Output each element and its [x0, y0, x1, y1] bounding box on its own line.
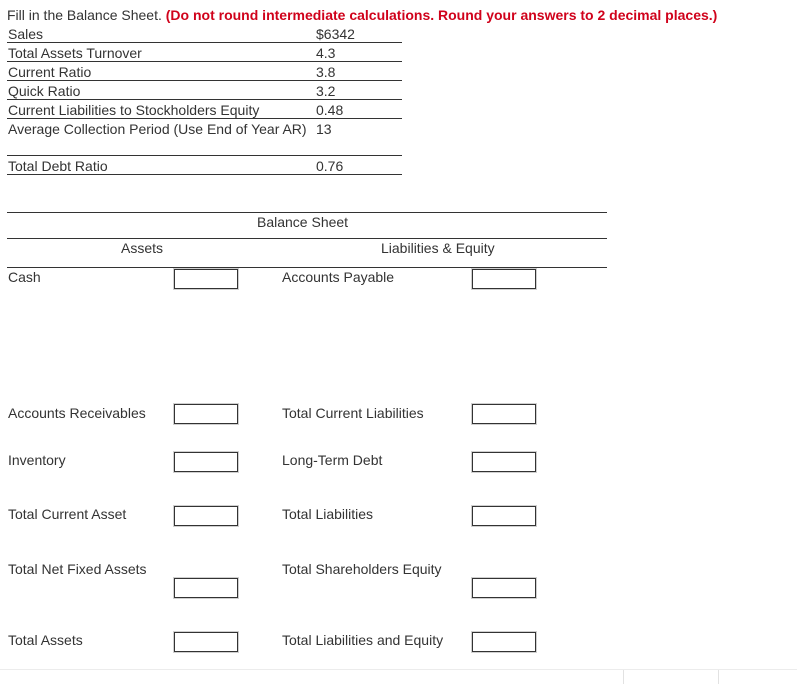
accounts-receivables-label: Accounts Receivables — [8, 405, 146, 421]
balance-sheet-top-rule — [7, 212, 607, 213]
instructions-text: Fill in the Balance Sheet. — [7, 7, 162, 23]
total-net-fixed-assets-label: Total Net Fixed Assets — [8, 561, 147, 577]
instructions — [7, 6, 717, 24]
inventory-input[interactable] — [174, 452, 238, 472]
total-assets-input[interactable] — [174, 632, 238, 652]
total-current-liabilities-label: Total Current Liabilities — [282, 405, 424, 421]
given-label: Current Liabilities to Stockholders Equity — [8, 102, 260, 118]
given-value: 13 — [316, 121, 332, 137]
given-data-table — [7, 24, 402, 175]
given-row-current-ratio — [7, 62, 402, 81]
given-value: 0.48 — [316, 102, 344, 118]
inventory-label: Inventory — [8, 452, 66, 468]
bottom-divider-tick — [718, 670, 719, 684]
balance-sheet-title: Balance Sheet — [257, 214, 349, 230]
bottom-divider-tick — [623, 670, 624, 684]
total-liabilities-and-equity-input[interactable] — [472, 632, 536, 652]
cash-input[interactable] — [174, 269, 238, 289]
given-label: Sales — [8, 26, 44, 42]
total-liabilities-and-equity-label: Total Liabilities and Equity — [282, 632, 444, 648]
given-label: Quick Ratio — [8, 83, 81, 99]
total-current-asset-label: Total Current Asset — [8, 506, 127, 522]
total-assets-label: Total Assets — [8, 632, 83, 648]
given-value: 0.76 — [316, 158, 344, 174]
accounts-payable-input[interactable] — [472, 269, 536, 289]
given-row-total-debt-ratio — [7, 156, 402, 175]
given-label: Current Ratio — [8, 64, 92, 80]
instructions-warning: (Do not round intermediate calculations. Round your answers to 2 decimal places.) — [165, 7, 718, 23]
given-row-sales — [7, 24, 402, 43]
total-current-liabilities-input[interactable] — [472, 404, 536, 424]
total-current-asset-input[interactable] — [174, 506, 238, 526]
balance-sheet-header-rule — [7, 267, 607, 268]
given-value: 3.8 — [316, 64, 336, 80]
accounts-receivables-input[interactable] — [174, 404, 238, 424]
bottom-divider — [0, 669, 797, 670]
given-value: $6342 — [316, 26, 355, 42]
given-value: 4.3 — [316, 45, 336, 61]
total-net-fixed-assets-input[interactable] — [174, 578, 238, 598]
total-liabilities-input[interactable] — [472, 506, 536, 526]
given-value: 3.2 — [316, 83, 336, 99]
given-row-avg-collection-period — [7, 119, 402, 156]
total-shareholders-equity-input[interactable] — [472, 578, 536, 598]
total-liabilities-label: Total Liabilities — [282, 506, 374, 522]
long-term-debt-label: Long-Term Debt — [282, 452, 383, 468]
total-shareholders-equity-label: Total Shareholders Equity — [282, 561, 442, 577]
balance-sheet-title-rule — [7, 238, 607, 239]
given-row-total-assets-turnover — [7, 43, 402, 62]
given-row-cl-to-equity — [7, 100, 402, 119]
given-label: Total Debt Ratio — [8, 158, 108, 174]
cash-label: Cash — [8, 269, 41, 285]
given-label: Average Collection Period (Use End of Year AR) — [8, 121, 307, 137]
given-row-quick-ratio — [7, 81, 402, 100]
accounts-payable-label: Accounts Payable — [282, 269, 395, 285]
given-label: Total Assets Turnover — [8, 45, 142, 61]
liabilities-equity-header: Liabilities & Equity — [381, 240, 495, 256]
long-term-debt-input[interactable] — [472, 452, 536, 472]
assets-header: Assets — [121, 240, 164, 256]
